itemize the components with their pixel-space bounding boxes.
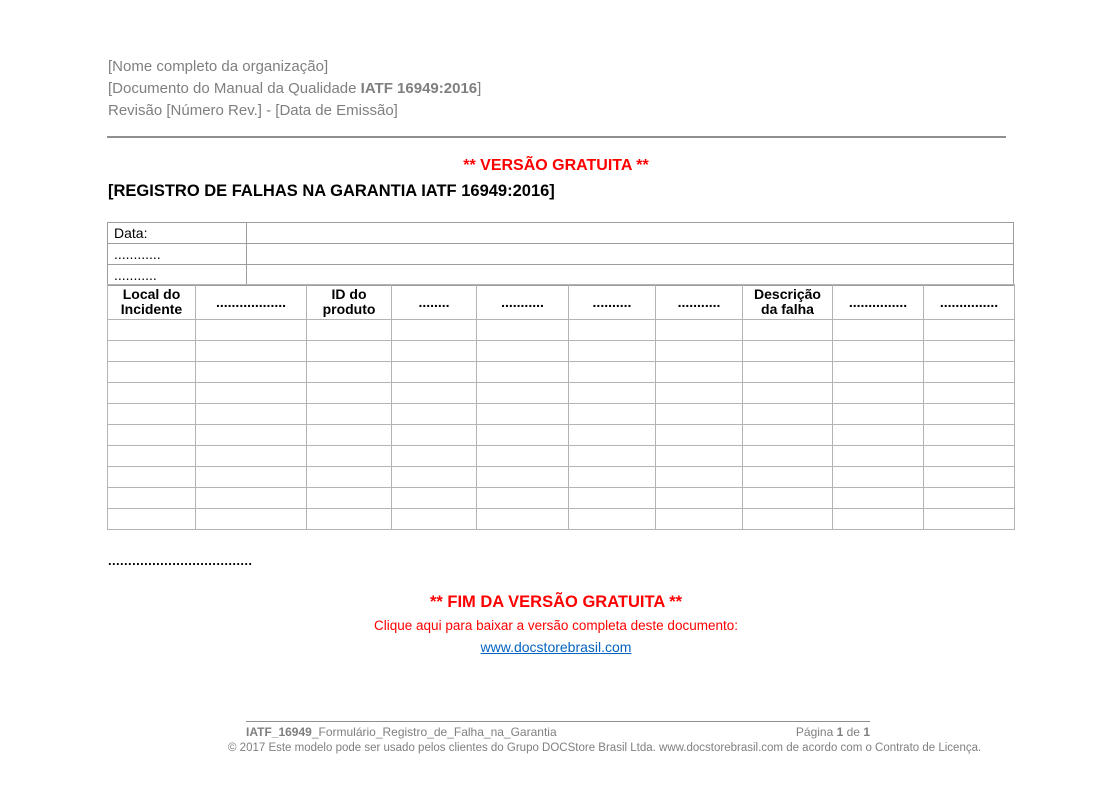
table-cell <box>307 320 392 341</box>
info-label-cell: ........... <box>108 265 247 286</box>
table-row <box>108 488 1015 509</box>
table-cell <box>656 446 743 467</box>
table-cell <box>833 341 924 362</box>
table-cell <box>924 341 1015 362</box>
table-cell <box>108 383 196 404</box>
table-cell <box>743 383 833 404</box>
info-row <box>108 244 1014 265</box>
table-cell <box>833 320 924 341</box>
table-cell <box>569 509 656 530</box>
info-value-cell <box>247 265 1014 286</box>
table-cell <box>743 509 833 530</box>
table-cell <box>108 467 196 488</box>
table-cell <box>108 320 196 341</box>
column-header: ............... <box>924 285 1015 320</box>
footer-page-number: Página 1 de 1 <box>795 725 870 739</box>
table-cell <box>196 362 307 383</box>
table-cell <box>477 362 569 383</box>
revision-line: Revisão [Número Rev.] - [Data de Emissão] <box>108 102 398 119</box>
table-cell <box>196 509 307 530</box>
table-cell <box>392 425 477 446</box>
table-cell <box>307 425 392 446</box>
table-cell <box>392 446 477 467</box>
table-cell <box>743 404 833 425</box>
table-cell <box>108 425 196 446</box>
table-cell <box>196 320 307 341</box>
free-version-banner: ** VERSÃO GRATUITA ** <box>463 157 649 174</box>
table-cell <box>108 509 196 530</box>
table-cell <box>569 404 656 425</box>
quality-manual-line: [Documento do Manual da Qualidade IATF 16949:2016] <box>108 80 482 97</box>
table-cell <box>656 509 743 530</box>
table-row <box>108 362 1015 383</box>
table-cell <box>569 362 656 383</box>
header-row <box>108 285 1015 320</box>
table-cell <box>833 488 924 509</box>
table-cell <box>656 467 743 488</box>
org-name-line: [Nome completo da organização] <box>108 58 329 75</box>
table-cell <box>833 509 924 530</box>
table-row <box>108 383 1015 404</box>
table-cell <box>108 341 196 362</box>
table-cell <box>392 404 477 425</box>
table-cell <box>924 509 1015 530</box>
table-cell <box>477 320 569 341</box>
column-header: ID do produto <box>307 285 392 320</box>
table-cell <box>833 383 924 404</box>
table-cell <box>569 467 656 488</box>
table-cell <box>924 425 1015 446</box>
download-instruction: Clique aqui para baixar a versão completa deste documento: <box>374 618 738 633</box>
table-cell <box>569 488 656 509</box>
table-cell <box>743 446 833 467</box>
table-cell <box>833 362 924 383</box>
table-cell <box>196 446 307 467</box>
column-header: Descrição da falha <box>743 285 833 320</box>
table-cell <box>743 362 833 383</box>
table-cell <box>392 383 477 404</box>
table-cell <box>833 467 924 488</box>
table-cell <box>743 425 833 446</box>
table-cell <box>307 467 392 488</box>
table-cell <box>656 488 743 509</box>
footer-copyright: © 2017 Este modelo pode ser usado pelos clientes do Grupo DOCStore Brasil Ltda. www.docstorebrasil.com de acordo com o Contrato de Licença. <box>228 742 982 754</box>
table-cell <box>924 488 1015 509</box>
table-cell <box>307 446 392 467</box>
column-header: Local do Incidente <box>108 285 196 320</box>
table-cell <box>307 362 392 383</box>
column-header: .......... <box>569 285 656 320</box>
table-cell <box>477 509 569 530</box>
table-cell <box>392 320 477 341</box>
table-cell <box>924 320 1015 341</box>
footer-doc-id: IATF_16949_Formulário_Registro_de_Falha_na_Garantia <box>246 725 557 739</box>
failure-record-table <box>107 284 1015 530</box>
table-row <box>108 509 1015 530</box>
dotted-line: .................................... <box>108 553 253 568</box>
table-cell <box>569 446 656 467</box>
table-cell <box>743 320 833 341</box>
table-cell <box>477 383 569 404</box>
table-cell <box>743 488 833 509</box>
table-cell <box>477 488 569 509</box>
document-title: [REGISTRO DE FALHAS NA GARANTIA IATF 16949:2016] <box>108 182 555 200</box>
table-cell <box>108 488 196 509</box>
table-cell <box>307 383 392 404</box>
column-header: ........ <box>392 285 477 320</box>
table-cell <box>196 488 307 509</box>
table-cell <box>477 404 569 425</box>
document-header <box>108 56 481 122</box>
column-header: ........... <box>656 285 743 320</box>
table-cell <box>924 446 1015 467</box>
footer-divider <box>246 721 870 722</box>
table-cell <box>392 509 477 530</box>
table-cell <box>743 467 833 488</box>
table-cell <box>924 404 1015 425</box>
info-label-cell: ............ <box>108 244 247 265</box>
info-value-cell <box>247 223 1014 244</box>
table-cell <box>477 425 569 446</box>
table-cell <box>743 341 833 362</box>
table-row <box>108 320 1015 341</box>
table-cell <box>196 383 307 404</box>
end-free-version-block <box>0 593 1112 657</box>
table-cell <box>656 404 743 425</box>
table-cell <box>477 467 569 488</box>
table-cell <box>656 341 743 362</box>
table-cell <box>307 488 392 509</box>
table-cell <box>392 362 477 383</box>
table-row <box>108 425 1015 446</box>
table-cell <box>108 404 196 425</box>
info-value-cell <box>247 244 1014 265</box>
table-cell <box>833 404 924 425</box>
table-cell <box>196 467 307 488</box>
table-cell <box>307 509 392 530</box>
table-cell <box>392 467 477 488</box>
table-cell <box>307 404 392 425</box>
table-row <box>108 404 1015 425</box>
table-cell <box>569 320 656 341</box>
column-header: .................. <box>196 285 307 320</box>
table-cell <box>924 383 1015 404</box>
column-header: ............... <box>833 285 924 320</box>
table-cell <box>392 341 477 362</box>
table-cell <box>477 341 569 362</box>
date-info-table <box>107 222 1014 286</box>
header-divider <box>107 136 1006 138</box>
table-row <box>108 467 1015 488</box>
table-cell <box>833 446 924 467</box>
table-cell <box>108 446 196 467</box>
end-banner-title: ** FIM DA VERSÃO GRATUITA ** <box>429 593 683 611</box>
table-cell <box>392 488 477 509</box>
docstore-link[interactable]: www.docstorebrasil.com <box>480 639 632 655</box>
table-cell <box>307 341 392 362</box>
table-cell <box>656 383 743 404</box>
table-cell <box>569 383 656 404</box>
table-cell <box>196 341 307 362</box>
table-cell <box>656 320 743 341</box>
info-row <box>108 265 1014 286</box>
table-cell <box>196 425 307 446</box>
failure-table-body <box>108 320 1015 530</box>
table-cell <box>924 362 1015 383</box>
table-cell <box>477 446 569 467</box>
table-cell <box>656 425 743 446</box>
info-row <box>108 223 1014 244</box>
info-label-cell: Data: <box>108 223 247 244</box>
column-header: ........... <box>477 285 569 320</box>
page-footer <box>228 721 982 755</box>
table-row <box>108 446 1015 467</box>
table-cell <box>196 404 307 425</box>
table-cell <box>569 341 656 362</box>
table-row <box>108 341 1015 362</box>
table-cell <box>924 467 1015 488</box>
table-cell <box>656 362 743 383</box>
table-cell <box>108 362 196 383</box>
table-cell <box>833 425 924 446</box>
table-cell <box>569 425 656 446</box>
